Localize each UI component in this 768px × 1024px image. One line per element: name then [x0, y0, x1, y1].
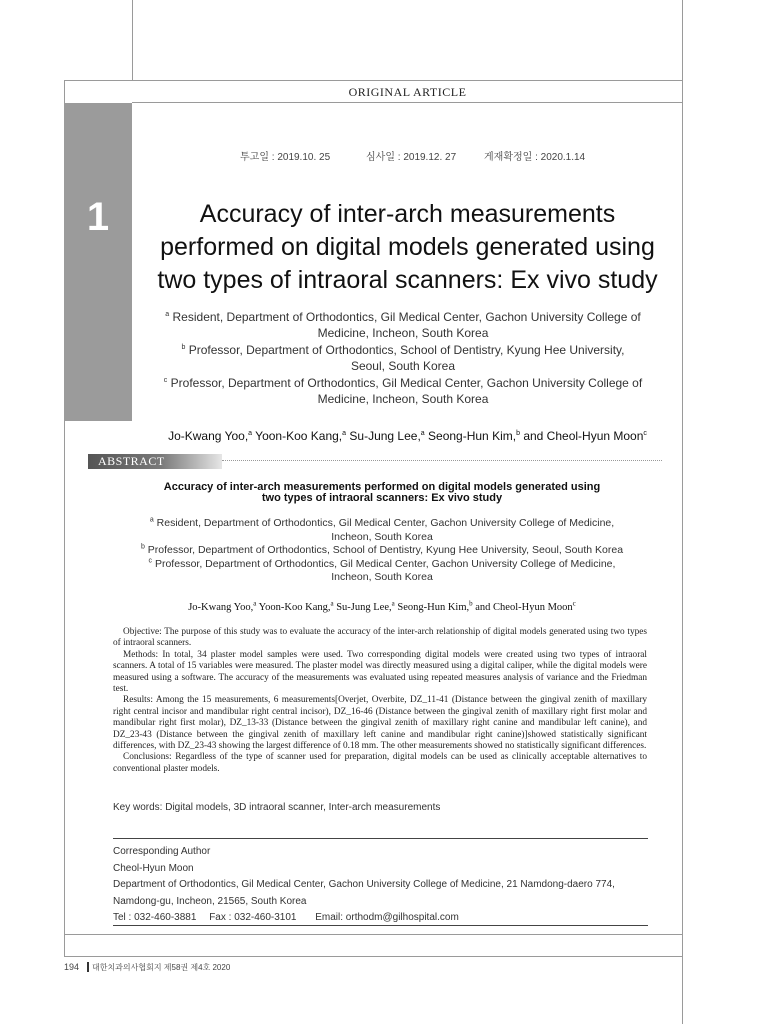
author: Jo-Kwang Yoo,$^a$: [168, 429, 253, 443]
title-line: two types of intraoral scanners: Ex vivo study: [157, 266, 658, 294]
author: and Cheol-Hyun Moon$^c$: [472, 599, 576, 613]
footer-separator: [87, 962, 89, 972]
abstract-label: ABSTRACT: [98, 454, 165, 468]
correspondence: [113, 844, 653, 927]
author: Seong-Hun Kim,$^b$: [394, 599, 473, 613]
abstract-title: [112, 482, 652, 504]
abstract-title-line: Accuracy of inter-arch measurements performed on digital models generated using: [163, 481, 601, 493]
page-number: 194: [64, 962, 80, 972]
affiliation-item: Incheon, South Korea: [331, 571, 433, 583]
chapter-number: 1: [86, 195, 110, 239]
affiliation-item: $^c$ Professor, Department of Orthodontics, Gil Medical Center, Gachon University College of: [163, 375, 643, 390]
affiliation-item: Incheon, South Korea: [331, 530, 433, 543]
abstract-conclusions: Conclusions: Regardless of the type of scanner used for preparation, digital models can be used as clinically acceptable alternatives to conventional plaster models.: [113, 752, 647, 774]
affiliation-item: Medicine, Incheon, South Korea: [317, 392, 489, 407]
article-title: [132, 198, 683, 297]
affiliation-item: $^a$ Resident, Department of Orthodontics, Gil Medical Center, Gachon University College of: [165, 310, 641, 324]
abstract-divider: [222, 460, 662, 461]
correspondence-name: Cheol-Hyun Moon: [113, 862, 194, 874]
affiliations: [148, 309, 658, 407]
frame-line: [132, 0, 133, 80]
affiliation-item: $^a$ Resident, Department of Orthodontics, Gil Medical Center, Gachon University College of Medicine,: [149, 516, 615, 529]
title-line: performed on digital models generated using: [160, 233, 655, 261]
keywords: Key words: Digital models, 3D intraoral scanner, Inter-arch measurements: [113, 802, 441, 813]
abstract-results: Results: Among the 15 measurements, 6 measurements[Overjet, Overbite, DZ_11-41 (Distance between the gingival zenith of maxillary right central incisor and mandibular right central incisor), DZ_16-46 (Distance between the gingival zenith of maxillary right first molar and mandibular right first molar), DZ_13-33 (Distance between the gingival zenith of maxillary right canine and mandibular left canine), and DZ_23-43 (Distance between the gingival zenith of maxillary left canine and mandibular right canine)]showed statistically significant differences, with DZ_23-43 showing the largest difference of 0.18 mm. The other measurements showed no statistically significant differences.: [113, 695, 647, 752]
correspondence-address: Department of Orthodontics, Gil Medical Center, Gachon University College of Medicine, 21 Namdong-daero 774,: [113, 879, 615, 890]
frame-line: [64, 956, 683, 957]
chapter-sidebar: [64, 103, 132, 421]
divider: [113, 838, 648, 839]
frame-line: [682, 0, 683, 80]
abstract-body: [113, 627, 647, 775]
affiliation-item: $^b$ Professor, Department of Orthodontics, School of Dentistry, Kyung Hee University, Seoul, South Korea: [140, 543, 624, 556]
author: Jo-Kwang Yoo,$^a$: [188, 599, 257, 613]
author: Su-Jung Lee,$^a$: [333, 599, 395, 613]
author-list: [132, 429, 683, 443]
correspondence-fax: Fax : 032-460-3101: [209, 912, 297, 923]
section-label: ORIGINAL ARTICLE: [348, 85, 467, 99]
author: Yoon-Koo Kang,$^a$: [256, 599, 334, 613]
journal-name: 대한치과의사협회지 제58권 제4호 2020: [92, 963, 231, 972]
correspondence-email: Email: orthodm@gilhospital.com: [315, 912, 459, 923]
author: and Cheol-Hyun Moon$^c$: [519, 429, 647, 443]
affiliation-item: $^b$ Professor, Department of Orthodontics, School of Dentistry, Kyung Hee University,: [181, 342, 625, 357]
author: Yoon-Koo Kang,$^a$: [252, 429, 347, 443]
affiliation-item: Medicine, Incheon, South Korea: [317, 326, 489, 341]
author: Seong-Hun Kim,$^b$: [424, 429, 520, 443]
date-reviewed: 심사일 : 2019.12. 27: [366, 152, 457, 163]
abstract-author-list: [112, 599, 652, 613]
abstract-title-line: two types of intraoral scanners: Ex vivo study: [261, 492, 503, 504]
divider: [113, 925, 648, 926]
abstract-objective: Objective: The purpose of this study was to evaluate the accuracy of the inter-arch relationship of digital models generated using two types of intraoral scanners.: [113, 627, 647, 649]
abstract-methods: Methods: In total, 34 plaster model samples were used. Two corresponding digital models were created using two types of intraoral scanners. A total of 15 variables were measured. The plaster model was directly measured using a digital caliper, while the digital models were measured using a software. The accuracy of the measurements was evaluated using repeated measures analysis of variance and the Friedman test.: [113, 649, 647, 695]
date-accepted: 게재확정일 : 2020.1.14: [484, 152, 586, 163]
correspondence-label: Corresponding Author: [113, 846, 211, 857]
author: Su-Jung Lee,$^a$: [346, 429, 425, 443]
frame-line: [64, 80, 683, 81]
frame-line: [682, 956, 683, 1024]
abstract-affiliations: [112, 517, 652, 585]
correspondence-tel: Tel : 032-460-3881: [113, 912, 197, 923]
abstract-banner: [88, 454, 222, 469]
affiliation-item: Seoul, South Korea: [350, 359, 456, 374]
affiliation-item: $^c$ Professor, Department of Orthodontics, Gil Medical Center, Gachon University College of Medicine,: [148, 557, 616, 570]
frame-line: [132, 102, 683, 103]
correspondence-address: Namdong-gu, Incheon, 21565, South Korea: [113, 895, 307, 907]
frame-line: [64, 934, 683, 935]
title-line: Accuracy of inter-arch measurements: [199, 200, 616, 228]
date-submitted: 투고일 : 2019.10. 25: [240, 152, 331, 163]
